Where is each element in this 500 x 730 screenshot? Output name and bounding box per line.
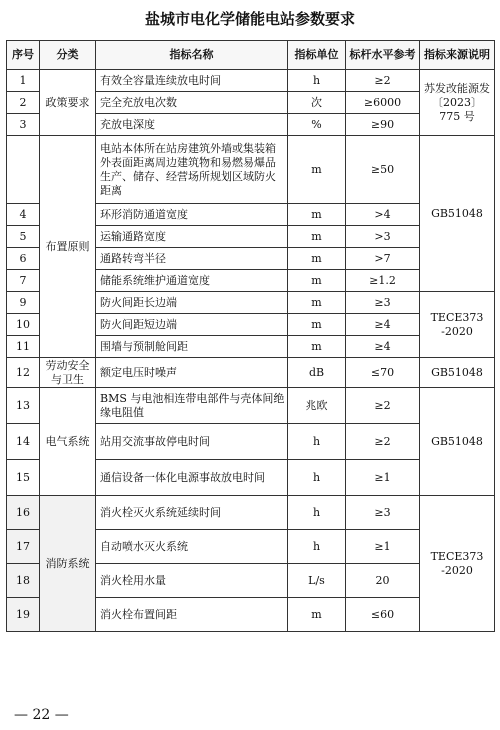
indicator-unit: m bbox=[288, 270, 346, 292]
indicator-name: 完全充放电次数 bbox=[96, 92, 288, 114]
row-num: 18 bbox=[7, 564, 40, 598]
indicator-name: BMS 与电池相连带电部件与壳体间绝缘电阻值 bbox=[96, 388, 288, 424]
benchmark-value: ≥2 bbox=[346, 70, 420, 92]
row-num: 12 bbox=[7, 358, 40, 388]
benchmark-value: ≥90 bbox=[346, 114, 420, 136]
table-row bbox=[7, 136, 495, 204]
indicator-unit: h bbox=[288, 496, 346, 530]
benchmark-value: ≤70 bbox=[346, 358, 420, 388]
row-num: 14 bbox=[7, 424, 40, 460]
indicator-unit: m bbox=[288, 336, 346, 358]
indicator-name: 额定电压时噪声 bbox=[96, 358, 288, 388]
indicator-unit: L/s bbox=[288, 564, 346, 598]
indicator-unit: m bbox=[288, 204, 346, 226]
benchmark-value: ≥1 bbox=[346, 530, 420, 564]
row-num: 11 bbox=[7, 336, 40, 358]
indicator-name: 运输通路宽度 bbox=[96, 226, 288, 248]
table-row bbox=[7, 70, 495, 92]
indicator-name: 消火栓布置间距 bbox=[96, 598, 288, 632]
benchmark-value: 20 bbox=[346, 564, 420, 598]
source-cell: 苏发改能源发〔2023〕775 号 bbox=[420, 70, 495, 136]
header-category: 分类 bbox=[40, 41, 96, 70]
indicator-unit: m bbox=[288, 248, 346, 270]
indicator-name: 自动喷水灭火系统 bbox=[96, 530, 288, 564]
page-number: — 22 — bbox=[14, 707, 69, 723]
source-cell: GB51048 bbox=[420, 358, 495, 388]
indicator-name: 环形消防通道宽度 bbox=[96, 204, 288, 226]
row-num: 3 bbox=[7, 114, 40, 136]
benchmark-value: ≥1.2 bbox=[346, 270, 420, 292]
benchmark-value: ≥4 bbox=[346, 336, 420, 358]
category-cell: 电气系统 bbox=[40, 388, 96, 496]
table-row bbox=[7, 388, 495, 424]
indicator-unit: m bbox=[288, 314, 346, 336]
category-cell: 布置原则 bbox=[40, 136, 96, 358]
indicator-unit: h bbox=[288, 460, 346, 496]
indicator-unit: h bbox=[288, 530, 346, 564]
indicator-unit: 次 bbox=[288, 92, 346, 114]
indicator-unit: h bbox=[288, 70, 346, 92]
source-cell: GB51048 bbox=[420, 388, 495, 496]
row-num bbox=[7, 136, 40, 204]
indicator-name: 电站本体所在站房建筑外墙或集装箱外表面距离周边建筑物和易燃易爆品生产、储存、经营场所规划区域防火距离 bbox=[96, 136, 288, 204]
indicator-name: 站用交流事故停电时间 bbox=[96, 424, 288, 460]
benchmark-value: >3 bbox=[346, 226, 420, 248]
indicator-name: 充放电深度 bbox=[96, 114, 288, 136]
header-num: 序号 bbox=[7, 41, 40, 70]
indicator-name: 围墙与预制舱间距 bbox=[96, 336, 288, 358]
indicator-unit: % bbox=[288, 114, 346, 136]
category-cell: 政策要求 bbox=[40, 70, 96, 136]
indicator-name: 通路转弯半径 bbox=[96, 248, 288, 270]
category-cell: 劳动安全与卫生 bbox=[40, 358, 96, 388]
benchmark-value: >4 bbox=[346, 204, 420, 226]
indicator-unit: m bbox=[288, 598, 346, 632]
header-unit: 指标单位 bbox=[288, 41, 346, 70]
indicator-name: 防火间距长边端 bbox=[96, 292, 288, 314]
indicator-unit: h bbox=[288, 424, 346, 460]
row-num: 4 bbox=[7, 204, 40, 226]
indicator-name: 消火栓灭火系统延续时间 bbox=[96, 496, 288, 530]
table-row bbox=[7, 358, 495, 388]
header-benchmark: 标杆水平参考 bbox=[346, 41, 420, 70]
benchmark-value: ≥2 bbox=[346, 424, 420, 460]
benchmark-value: ≥2 bbox=[346, 388, 420, 424]
source-cell: GB51048 bbox=[420, 136, 495, 292]
benchmark-value: ≥50 bbox=[346, 136, 420, 204]
row-num: 1 bbox=[7, 70, 40, 92]
benchmark-value: ≥3 bbox=[346, 292, 420, 314]
indicator-unit: m bbox=[288, 292, 346, 314]
parameter-table bbox=[6, 40, 495, 632]
indicator-name: 有效全容量连续放电时间 bbox=[96, 70, 288, 92]
row-num: 17 bbox=[7, 530, 40, 564]
benchmark-value: ≤60 bbox=[346, 598, 420, 632]
row-num: 9 bbox=[7, 292, 40, 314]
indicator-name: 防火间距短边端 bbox=[96, 314, 288, 336]
indicator-name: 通信设备一体化电源事故放电时间 bbox=[96, 460, 288, 496]
indicator-unit: m bbox=[288, 136, 346, 204]
benchmark-value: >7 bbox=[346, 248, 420, 270]
header-source: 指标来源说明 bbox=[420, 41, 495, 70]
row-num: 2 bbox=[7, 92, 40, 114]
indicator-unit: dB bbox=[288, 358, 346, 388]
row-num: 15 bbox=[7, 460, 40, 496]
row-num: 7 bbox=[7, 270, 40, 292]
indicator-unit: m bbox=[288, 226, 346, 248]
document-title: 盐城市电化学储能电站参数要求 bbox=[144, 10, 355, 28]
table-row bbox=[7, 496, 495, 530]
row-num: 19 bbox=[7, 598, 40, 632]
source-cell: TECE373 -2020 bbox=[420, 292, 495, 358]
indicator-name: 消火栓用水量 bbox=[96, 564, 288, 598]
header-name: 指标名称 bbox=[96, 41, 288, 70]
indicator-name: 储能系统维护通道宽度 bbox=[96, 270, 288, 292]
table-header-row bbox=[7, 41, 495, 70]
row-num: 6 bbox=[7, 248, 40, 270]
row-num: 5 bbox=[7, 226, 40, 248]
row-num: 16 bbox=[7, 496, 40, 530]
row-num: 13 bbox=[7, 388, 40, 424]
category-cell: 消防系统 bbox=[40, 496, 96, 632]
row-num: 10 bbox=[7, 314, 40, 336]
benchmark-value: ≥1 bbox=[346, 460, 420, 496]
benchmark-value: ≥4 bbox=[346, 314, 420, 336]
benchmark-value: ≥6000 bbox=[346, 92, 420, 114]
indicator-unit: 兆欧 bbox=[288, 388, 346, 424]
source-cell: TECE373 -2020 bbox=[420, 496, 495, 632]
benchmark-value: ≥3 bbox=[346, 496, 420, 530]
